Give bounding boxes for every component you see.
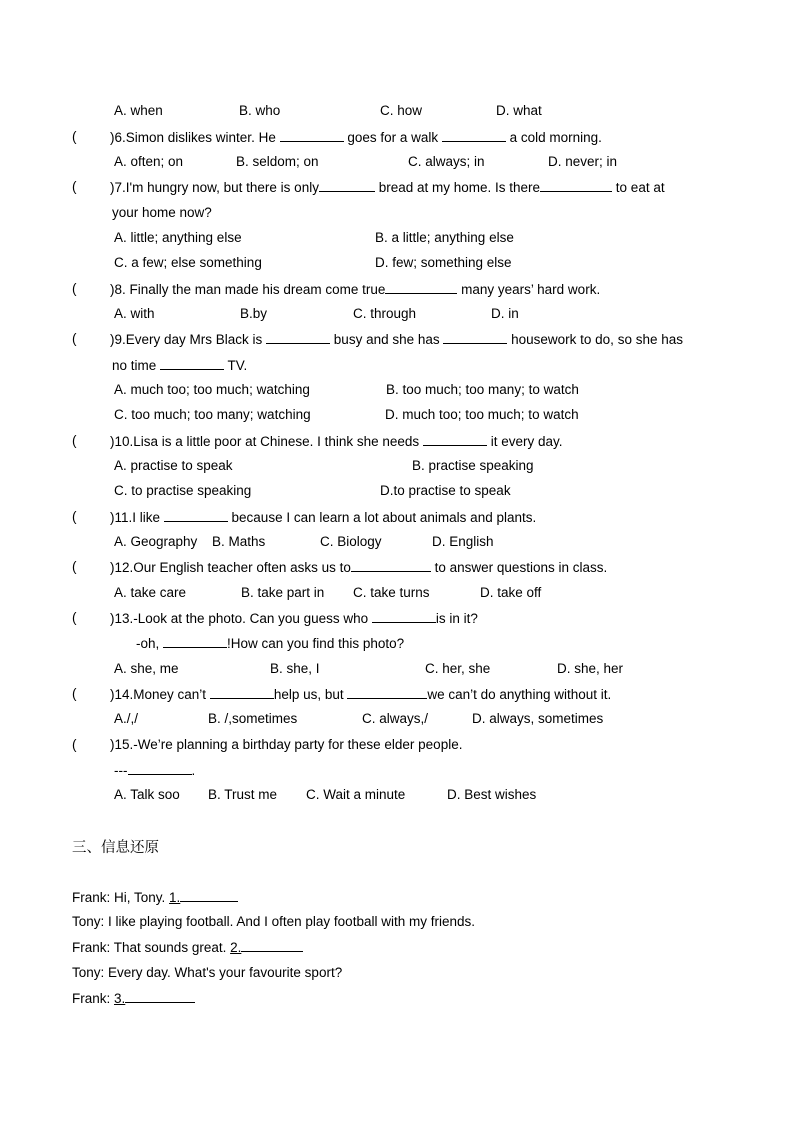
answer-paren: (	[72, 559, 77, 574]
speaker: Frank:	[72, 991, 111, 1006]
dialogue-line: Frank: That sounds great. 2.	[72, 938, 303, 957]
answer-blank[interactable]	[210, 685, 274, 699]
option-d: D. much too; too much; to watch	[385, 407, 579, 422]
option-c: C. through	[353, 306, 417, 321]
option-d: D. she, her	[557, 661, 624, 676]
option-c: C. a few; else something	[114, 255, 262, 270]
option-a: A. little; anything else	[114, 230, 242, 245]
option-b: B.by	[240, 306, 268, 321]
option-b: B. /,sometimes	[208, 711, 298, 726]
option-d: D. never; in	[548, 154, 618, 169]
option-b: B. Maths	[212, 534, 266, 549]
question-text: )8. Finally the man made his dream come true many years’ hard work.	[110, 282, 601, 297]
option-d: D. English	[432, 534, 494, 549]
option-a: A. she, me	[114, 661, 179, 676]
question-number: )6.	[110, 130, 126, 145]
speaker: Tony:	[72, 914, 105, 929]
option-d: D.to practise to speak	[380, 483, 511, 498]
option-d: D. Best wishes	[447, 787, 537, 802]
option-c: C. Biology	[320, 534, 382, 549]
dialogue-line	[72, 989, 195, 1008]
dialogue-line: Tony: I like playing football. And I often play football with my friends.	[72, 914, 475, 929]
question-text: )9.Every day Mrs Black is busy and she has housework to do, so she has	[110, 332, 683, 347]
option-b: B. she, I	[270, 661, 320, 676]
speaker: Frank:	[72, 890, 111, 905]
answer-paren: (	[72, 331, 77, 346]
question-text: )13.-Look at the photo. Can you guess who is in it?	[110, 611, 478, 626]
answer-blank[interactable]	[180, 888, 238, 902]
question-number: )9.	[110, 332, 126, 347]
answer-blank[interactable]	[163, 634, 227, 648]
question-number: )14.	[110, 687, 134, 702]
answer-paren: (	[72, 129, 77, 144]
answer-blank[interactable]	[160, 356, 224, 370]
dialogue-line: Frank: Hi, Tony. 1.	[72, 888, 238, 907]
answer-blank[interactable]	[443, 330, 507, 344]
question-text: )6.Simon dislikes winter. He goes for a walk a cold morning.	[110, 130, 602, 145]
option-a: A. practise to speak	[114, 458, 233, 473]
answer-blank[interactable]	[351, 558, 431, 572]
option-a: A. much too; too much; watching	[114, 382, 310, 397]
dialogue-line: Tony: Every day. What's your favourite sport?	[72, 965, 343, 980]
question-number: )13.	[110, 611, 134, 626]
option-b: B. a little; anything else	[375, 230, 514, 245]
answer-blank[interactable]	[442, 128, 506, 142]
question-continuation: no time TV.	[112, 358, 248, 373]
answer-blank[interactable]	[540, 178, 612, 192]
option-d: D. few; something else	[375, 255, 512, 270]
speaker: Tony:	[72, 965, 105, 980]
option-c: C. her, she	[425, 661, 491, 676]
answer-paren: (	[72, 610, 77, 625]
option-a: A. take care	[114, 585, 187, 600]
question-number: )15.	[110, 737, 134, 752]
answer-blank[interactable]	[128, 761, 192, 775]
answer-blank[interactable]	[125, 989, 195, 1003]
answer-blank-label[interactable]: 2.	[230, 940, 242, 955]
q5-option-c: C. how	[380, 103, 423, 118]
question-number: )10.	[110, 434, 134, 449]
question-continuation: -oh, !How can you find this photo?	[136, 636, 405, 651]
option-d: D. in	[491, 306, 519, 321]
option-a: A. Geography	[114, 534, 198, 549]
option-a: A. Talk soo	[114, 787, 180, 802]
question-text: )10.Lisa is a little poor at Chinese. I think she needs it every day.	[110, 434, 563, 449]
option-c: C. always; in	[408, 154, 485, 169]
speaker: Frank:	[72, 940, 111, 955]
answer-blank[interactable]	[385, 280, 457, 294]
question-text: )12.Our English teacher often asks us to to answer questions in class.	[110, 560, 608, 575]
question-text: )15.-We’re planning a birthday party for these elder people.	[110, 737, 463, 752]
option-b: B. practise speaking	[412, 458, 534, 473]
option-c: C. too much; too many; watching	[114, 407, 311, 422]
answer-paren: (	[72, 281, 77, 296]
option-c: C. take turns	[353, 585, 430, 600]
answer-blank[interactable]	[319, 178, 375, 192]
option-c: C. Wait a minute	[306, 787, 406, 802]
answer-blank[interactable]	[423, 432, 487, 446]
question-number: )11.	[110, 510, 133, 525]
option-d: D. always, sometimes	[472, 711, 604, 726]
section-title: 三、信息还原	[72, 840, 159, 856]
answer-paren: (	[72, 179, 77, 194]
q5-option-a: A. when	[114, 103, 163, 118]
answer-paren: (	[72, 737, 77, 752]
question-text: )11.I like because I can learn a lot about animals and plants.	[110, 510, 537, 525]
answer-blank[interactable]	[347, 685, 427, 699]
option-b: B. Trust me	[208, 787, 278, 802]
answer-blank[interactable]	[164, 508, 228, 522]
answer-paren: (	[72, 509, 77, 524]
option-c: C. to practise speaking	[114, 483, 252, 498]
q5-option-b: B. who	[239, 103, 281, 118]
q5-option-d: D. what	[496, 103, 542, 118]
question-number: )7.	[110, 180, 126, 195]
option-a: A./,/	[114, 711, 139, 726]
answer-paren: (	[72, 433, 77, 448]
option-d: D. take off	[480, 585, 542, 600]
option-a: A. with	[114, 306, 155, 321]
answer-blank[interactable]	[372, 609, 436, 623]
question-continuation: --- .	[114, 763, 196, 778]
option-b: B. take part in	[241, 585, 325, 600]
answer-blank-label[interactable]: 3.	[114, 991, 126, 1006]
answer-blank-label[interactable]: 1.	[169, 890, 181, 905]
question-number: )8.	[110, 282, 126, 297]
answer-blank[interactable]	[266, 330, 330, 344]
question-number: )12.	[110, 560, 134, 575]
answer-blank[interactable]	[241, 938, 303, 952]
answer-paren: (	[72, 686, 77, 701]
question-continuation: your home now?	[112, 205, 212, 220]
option-c: C. always,/	[362, 711, 429, 726]
option-a: A. often; on	[114, 154, 184, 169]
question-text: )14.Money can’t help us, but we can’t do anything without it.	[110, 687, 612, 702]
option-b: B. seldom; on	[236, 154, 319, 169]
answer-blank[interactable]	[280, 128, 344, 142]
question-text: )7.I'm hungry now, but there is only bread at my home. Is there to eat at	[110, 180, 665, 195]
option-b: B. too much; too many; to watch	[386, 382, 579, 397]
